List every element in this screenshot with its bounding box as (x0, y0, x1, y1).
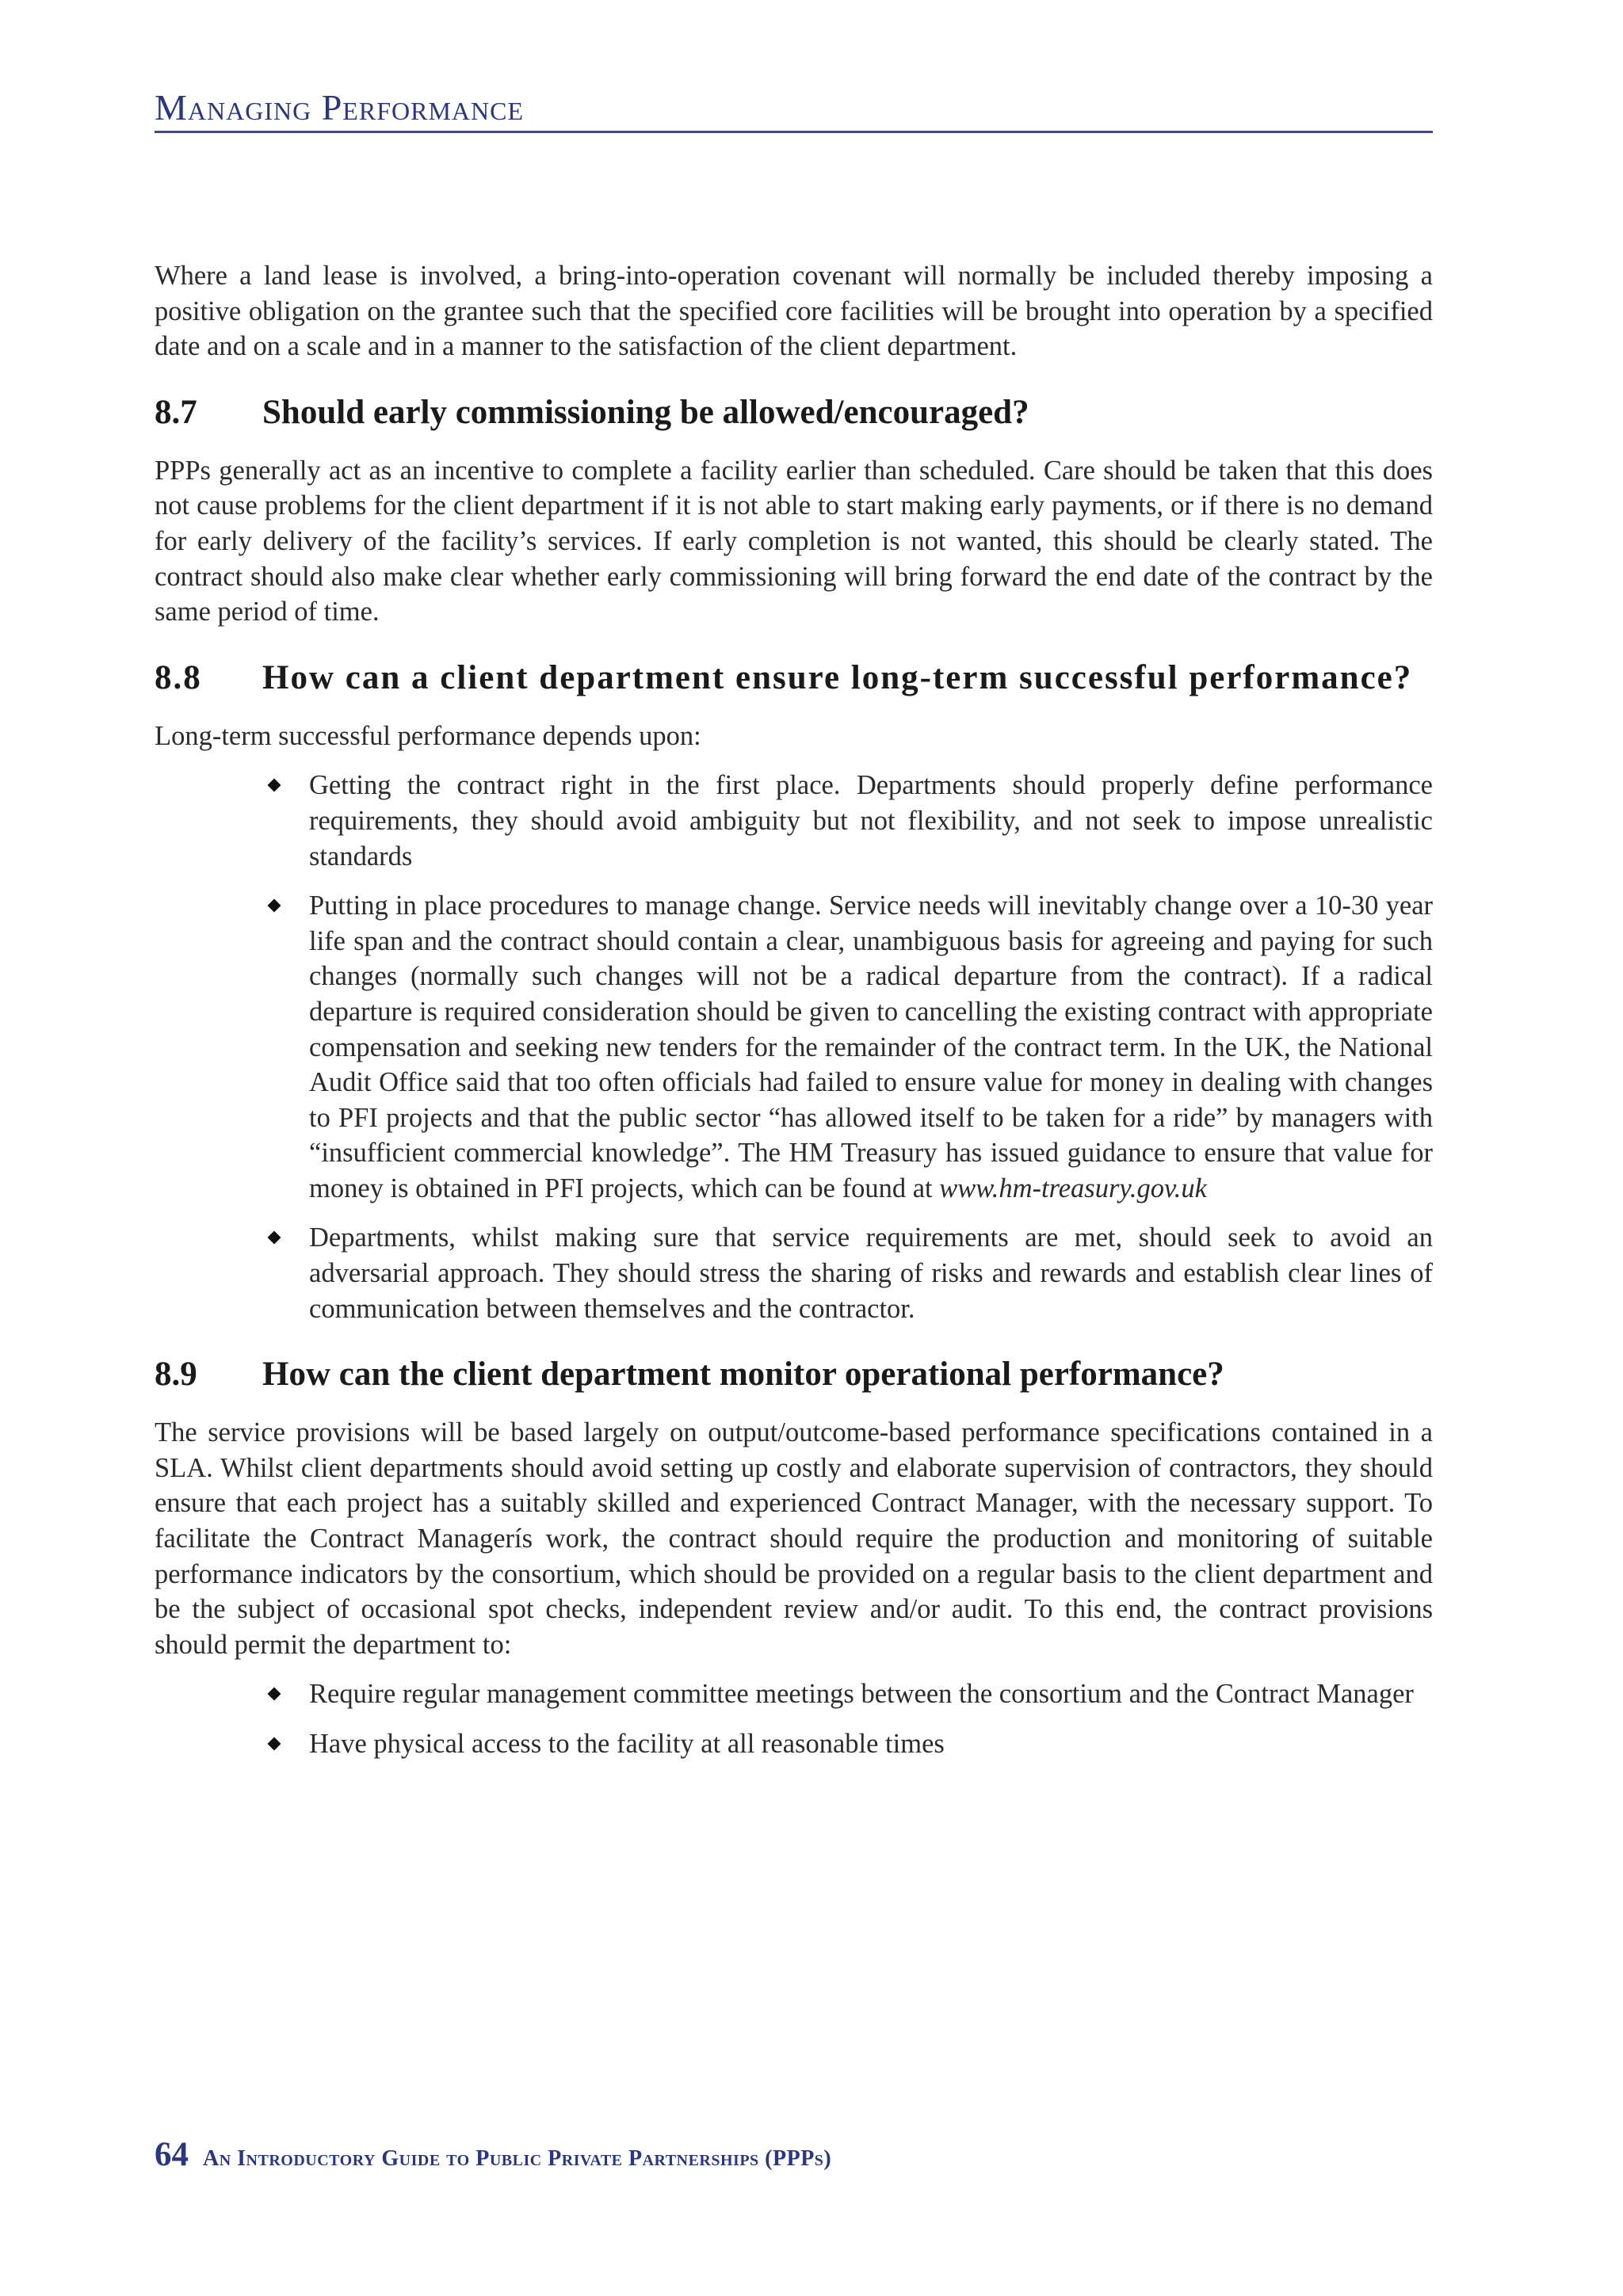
intro-paragraph: Where a land lease is involved, a bring-into-operation covenant will normally be included thereby imposing a positive obligation on the grantee such that the specified core facilities will be brought into operation by a specified date and on a scale and in a manner to the satisfaction of the client department. (155, 261, 1433, 362)
running-header (155, 79, 1433, 133)
section-title: Should early commissioning be allowed/encouraged? (262, 393, 1029, 431)
diamond-bullet-icon (268, 1231, 281, 1245)
page-number: 64 (155, 2136, 189, 2173)
list-item (309, 768, 1433, 874)
section-8-7-paragraph: PPPs generally act as an incentive to complete a facility earlier than scheduled. Care should be taken that this does not cause problems for the client department if it is not able to start making early payments, or if there is no demand for early delivery of the facility’s services. If early completion is not wanted, this should be clearly stated. The contract should also make clear whether early commissioning will bring forward the end date of the contract by the same period of time. (155, 455, 1433, 627)
section-number: 8.7 (155, 393, 197, 431)
section-title: How can a client department ensure long-term successful performance? (262, 658, 1413, 696)
list-item-text: Getting the contract right in the first place. Departments should properly define performance requirements, they should avoid ambiguity but not flexibility, and not seek to impose unrealistic standards (309, 770, 1433, 871)
page-footer (155, 2135, 831, 2174)
running-header-title: Managing Performance (155, 87, 524, 128)
diamond-bullet-icon (268, 899, 281, 913)
diamond-bullet-icon (268, 1688, 281, 1701)
diamond-bullet-icon (268, 1737, 281, 1751)
treasury-url: www.hm-treasury.gov.uk (939, 1173, 1207, 1203)
body-content (155, 258, 1433, 1776)
section-8-8-lead: Long-term successful performance depends upon: (155, 720, 701, 751)
section-number: 8.9 (155, 1356, 197, 1394)
list-item-text: Require regular management committee meetings between the consortium and the Contract Manager (309, 1679, 1414, 1710)
section-8-9-bullet-list (155, 1676, 1433, 1761)
list-item (309, 1676, 1433, 1712)
list-item-text: Have physical access to the facility at all reasonable times (309, 1729, 945, 1759)
section-heading-8-7 (155, 391, 1433, 434)
section-heading-8-9 (155, 1353, 1433, 1396)
list-item (309, 1220, 1433, 1326)
section-8-9-paragraph: The service provisions will be based largely on output/outcome-based performance specifications contained in a SLA. Whilst client departments should avoid setting up costly and elaborate supervision of contractors, they should ensure that each project has a suitably skilled and experienced Contract Manager, with the necessary support. To facilitate the Contract Managerís work, the contract should require the production and monitoring of suitable performance indicators by the consortium, which should be provided on a regular basis to the client department and be the subject of occasional spot checks, independent review and/or audit. To this end, the contract provisions should permit the department to: (155, 1417, 1433, 1660)
list-item-text: Departments, whilst making sure that service requirements are met, should seek to avoid an adversarial approach. They should stress the sharing of risks and rewards and establish clear lines of communication between themselves and the contractor. (309, 1222, 1433, 1324)
section-number: 8.8 (155, 658, 202, 696)
guide-title: An Introductory Guide to Public Private Partnerships (PPPs) (203, 2146, 832, 2171)
diamond-bullet-icon (268, 779, 281, 792)
list-item-text: Putting in place procedures to manage change. Service needs will inevitably change over a 10-30 year life span and the contract should contain a clear, unambiguous basis for agreeing and paying for such changes (normally such changes will not be a radical departure from the contract). If a radical departure is required consideration should be given to cancelling the existing contract with appropriate compensation and seeking new tenders for the remainder of the contract term. In the UK, the National Audit Office said that too often officials had failed to ensure value for money in dealing with changes to PFI projects and that the public sector “has allowed itself to be taken for a ride” by managers with “insufficient commercial knowledge”. The HM Treasury has issued guidance to ensure that value for money is obtained in PFI projects, which can be found at (309, 891, 1433, 1203)
list-item (309, 1726, 1433, 1762)
list-item (309, 888, 1433, 1206)
section-8-8-bullet-list (155, 768, 1433, 1326)
section-title: How can the client department monitor operational performance? (262, 1356, 1224, 1394)
section-heading-8-8 (155, 657, 1433, 700)
